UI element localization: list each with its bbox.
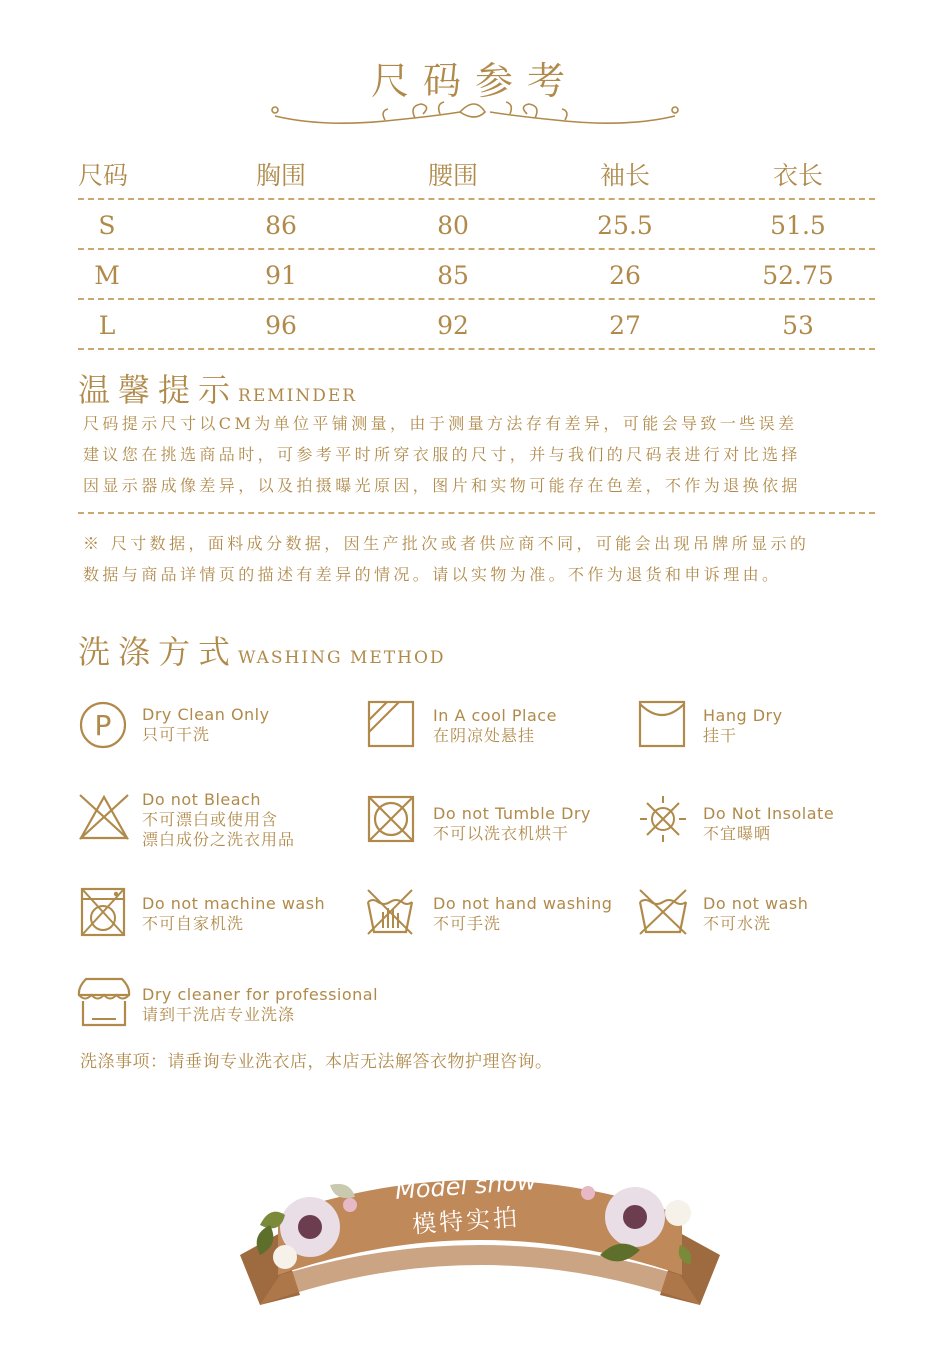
dry-in-shade-icon bbox=[367, 700, 415, 748]
cell-length: 53 bbox=[782, 311, 814, 340]
reminder-line: 建议您在挑选商品时，可参考平时所穿衣服的尺寸，并与我们的尺码表进行对比选择 bbox=[83, 445, 801, 464]
wash-item-en: Do not hand washing bbox=[433, 894, 613, 913]
reminder-subtitle: REMINDER bbox=[238, 386, 358, 406]
professional-cleaner-icon bbox=[76, 975, 132, 1029]
wash-item-text bbox=[142, 790, 295, 850]
washing-title: 洗涤方式 bbox=[78, 633, 239, 671]
banner-chinese-text: 模特实拍 bbox=[411, 1203, 522, 1239]
reminder-title: 温馨提示 bbox=[78, 371, 239, 409]
wash-item-text bbox=[433, 706, 557, 746]
table-header-row bbox=[78, 150, 875, 200]
do-not-sun-dry-icon bbox=[638, 794, 688, 844]
cell-waist: 80 bbox=[437, 211, 469, 240]
cell-sleeve: 26 bbox=[609, 261, 641, 290]
cell-bust: 86 bbox=[265, 211, 297, 240]
do-not-hand-wash-icon bbox=[365, 888, 415, 936]
header-length: 衣长 bbox=[772, 161, 823, 190]
do-not-bleach-icon bbox=[78, 793, 130, 841]
cell-size: M bbox=[94, 261, 120, 290]
wash-item-cn: 不可手洗 bbox=[433, 914, 502, 933]
reminder-line: 尺码提示尺寸以CM为单位平铺测量，由于测量方法存有差异，可能会导致一些误差 bbox=[83, 414, 798, 433]
wash-item-text bbox=[142, 985, 378, 1025]
wash-item-cn: 请到干洗店专业洗涤 bbox=[142, 1005, 296, 1024]
cell-size: S bbox=[98, 211, 116, 240]
washing-footer-note: 洗涤事项：请垂询专业洗衣店，本店无法解答衣物护理咨询。 bbox=[80, 1052, 553, 1072]
cell-size: L bbox=[98, 311, 116, 340]
table-row bbox=[78, 200, 875, 250]
wash-item-en: Do not wash bbox=[703, 894, 809, 913]
cell-bust: 96 bbox=[265, 311, 297, 340]
do-not-machine-wash-icon bbox=[78, 887, 128, 937]
cell-waist: 85 bbox=[437, 261, 469, 290]
wash-item-en: Do not Tumble Dry bbox=[433, 804, 591, 823]
washing-heading bbox=[78, 627, 446, 673]
washing-subtitle: WASHING METHOD bbox=[238, 648, 446, 668]
cell-waist: 92 bbox=[437, 311, 469, 340]
wash-item-cn: 不可漂白或使用含 bbox=[142, 810, 279, 829]
table-row bbox=[78, 250, 875, 300]
wash-item-cn: 挂干 bbox=[703, 726, 738, 745]
do-not-tumble-dry-icon bbox=[367, 795, 415, 843]
size-table bbox=[78, 150, 875, 350]
page-title: 尺码参考 bbox=[370, 59, 579, 103]
reminder-line: 因显示器成像差异，以及拍摄曝光原因，图片和实物可能存在色差，不作为退换依据 bbox=[83, 476, 801, 495]
wash-item-cn: 漂白成份之洗衣用品 bbox=[142, 830, 296, 849]
wash-item-en: Do not Bleach bbox=[142, 790, 261, 809]
wash-item-en: Do not machine wash bbox=[142, 894, 326, 913]
dry-clean-p-icon bbox=[78, 700, 128, 750]
wash-item-text bbox=[433, 894, 612, 934]
wash-item-text bbox=[703, 804, 834, 844]
cell-sleeve: 27 bbox=[609, 311, 641, 340]
section-divider bbox=[78, 512, 875, 514]
wash-item-cn: 不宜曝晒 bbox=[703, 824, 772, 843]
cell-sleeve: 25.5 bbox=[597, 211, 653, 240]
wash-item-cn: 不可自家机洗 bbox=[142, 914, 245, 933]
reminder-heading bbox=[78, 365, 357, 411]
wash-item-text bbox=[433, 804, 591, 844]
wash-item-en: Dry Clean Only bbox=[142, 705, 270, 724]
do-not-wash-icon bbox=[636, 888, 690, 936]
banner-english-text: Model show bbox=[394, 1167, 538, 1205]
wash-item-text bbox=[142, 894, 325, 934]
svg-text:P: P bbox=[94, 709, 112, 742]
wash-item-cn: 只可干洗 bbox=[142, 725, 211, 744]
note-line: ※ 尺寸数据，面料成分数据，因生产批次或者供应商不同，可能会出现吊牌所显示的 bbox=[83, 534, 810, 553]
title-flourish-ornament bbox=[265, 98, 685, 132]
cell-bust: 91 bbox=[265, 261, 297, 290]
wash-item-en: In A cool Place bbox=[433, 706, 557, 725]
wash-item-cn: 不可水洗 bbox=[703, 914, 772, 933]
header-sleeve: 袖长 bbox=[599, 161, 650, 190]
reminder-paragraph bbox=[83, 408, 801, 501]
wash-item-text bbox=[142, 705, 270, 745]
table-row bbox=[78, 300, 875, 350]
hang-dry-icon bbox=[638, 700, 686, 748]
wash-item-en: Hang Dry bbox=[703, 706, 783, 725]
wash-item-text bbox=[703, 894, 808, 934]
header-waist: 腰围 bbox=[427, 161, 478, 190]
wash-item-cn: 在阴凉处悬挂 bbox=[433, 726, 536, 745]
wash-item-en: Do Not Insolate bbox=[703, 804, 835, 823]
header-bust: 胸围 bbox=[255, 161, 306, 190]
note-line: 数据与商品详情页的描述有差异的情况。请以实物为准。不作为退货和申诉理由。 bbox=[83, 565, 782, 584]
cell-length: 52.75 bbox=[762, 261, 834, 290]
reminder-note bbox=[83, 528, 809, 590]
wash-item-text bbox=[703, 706, 783, 746]
wash-item-cn: 不可以洗衣机烘干 bbox=[433, 824, 570, 843]
cell-length: 51.5 bbox=[770, 211, 826, 240]
header-size: 尺码 bbox=[78, 161, 129, 190]
wash-item-en: Dry cleaner for professional bbox=[142, 985, 379, 1004]
